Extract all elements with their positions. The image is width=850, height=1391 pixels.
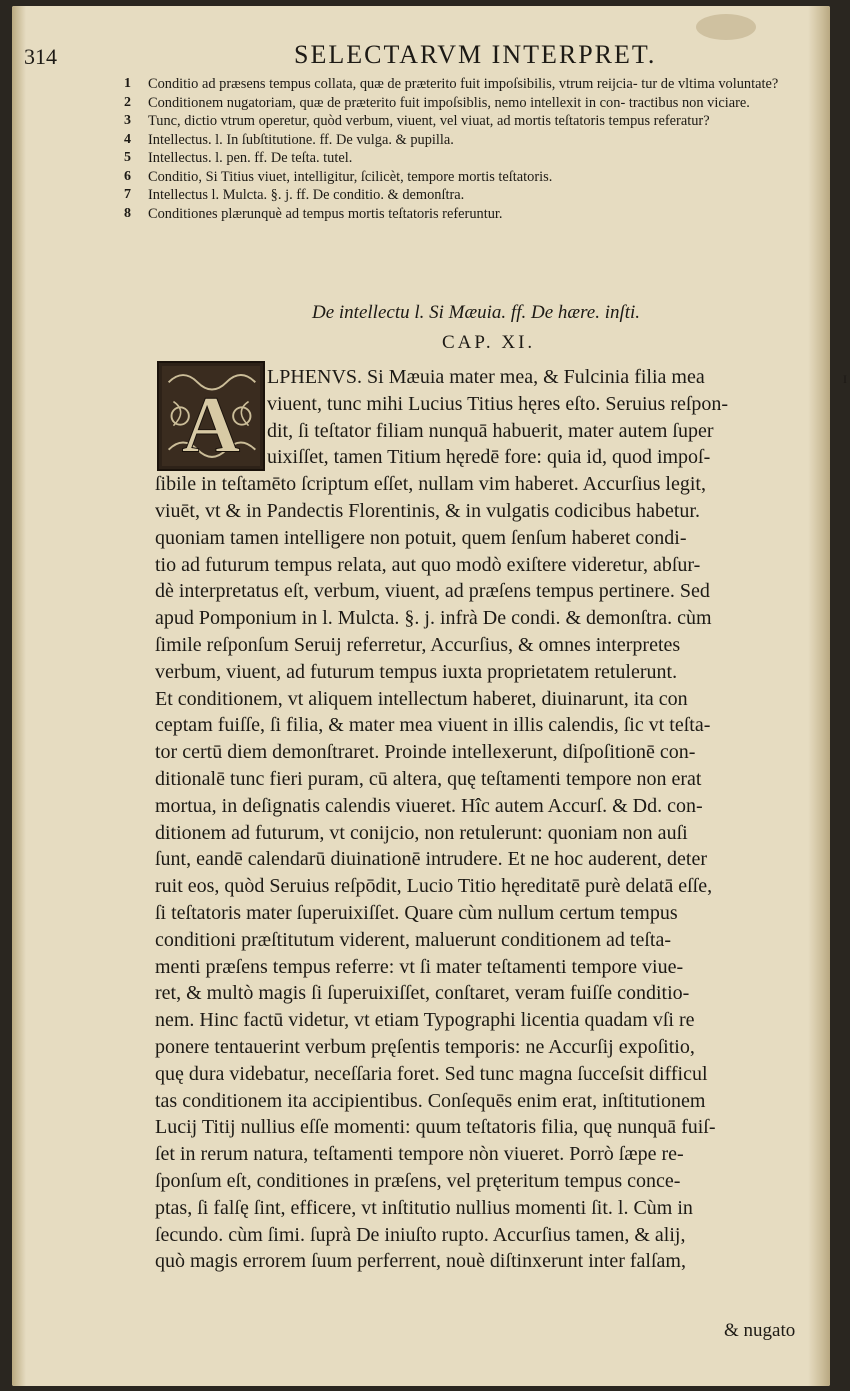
text-line: ſi teſtatoris mater ſuperuixiſſet. Quare cùm nullum certum tempus [155, 901, 678, 924]
text-line: ſecundo. cùm ſimi. ſuprà De iniuſto rupto. Accurſius tamen, & alij, [155, 1223, 686, 1246]
summary-item [124, 205, 828, 223]
text-line: dit, ſi teſtator filiam nunquā habuerit, mater autem ſuper [267, 419, 714, 442]
text-line: tor certū diem demonſtraret. Proinde intellexerunt, diſpoſitionē con- [155, 741, 696, 764]
summary-number: 6 [124, 168, 131, 184]
text-line: ſet in rerum natura, teſtamenti tempore nòn viueret. Porrò ſæpe re- [155, 1143, 684, 1166]
summary-text: Tunc, dictio vtrum operetur, quòd verbum, viuent, vel viuat, ad mortis teſtatoris tempus referatur? [148, 113, 710, 129]
text-line: ſponſum eſt, conditiones in præſens, vel pręteritum tempus conce- [155, 1169, 681, 1192]
catchword: & nugato [724, 1320, 796, 1341]
text-line: ſunt, eandē calendarū diuinationē intrudere. Et ne hoc auderent, deter [155, 848, 707, 871]
text-line: Et conditionem, vt aliquem intellectum haberet, diuinarunt, ita con [155, 687, 688, 710]
summary-item [124, 76, 828, 93]
book-page [12, 6, 830, 1386]
text-line: uixiſſet, tamen Titium hęredē fore: quia id, quod impoſ- [267, 446, 711, 469]
summary-number: 5 [124, 150, 131, 165]
summary-item [124, 187, 828, 204]
text-line: viuēt, vt & in Pandectis Florentinis, & in vulgatis codicibus habetur. [155, 499, 700, 522]
text-line: verbum, viuent, ad futurum tempus iuxta proprietatem retulerunt. [155, 660, 678, 683]
summary-text: Conditionem nugatoriam, quæ de præterito fuit impoſsiblis, nemo intellexit in con- tractibus non viciare. [148, 94, 750, 111]
text-line: ruit eos, quòd Seruius reſpōdit, Lucio Titio hęreditatē purè delatā eſſe, [155, 875, 713, 898]
summary-item [124, 94, 828, 112]
summary-text: Intellectus l. Mulcta. §. j. ff. De conditio. & demonſtra. [148, 187, 465, 203]
text-line: viuent, tunc mihi Lucius Titius hęres eſto. Seruius reſpon- [267, 392, 729, 415]
summary-item [124, 168, 828, 186]
chapter-summary-list [124, 76, 828, 224]
chapter-title: De intellectu l. Si Mæuia. ff. De hære. inſti. [312, 302, 641, 323]
text-line: quò magis errorem ſuum perferrent, nouè diſtinxerunt inter falſam, [155, 1250, 686, 1273]
chapter-number: CAP. XI. [442, 332, 536, 353]
text-line: LPHENVS. Si Mæuia mater mea, & Fulcinia filia mea [267, 366, 705, 388]
text-line: ſimile reſponſum Seruij referretur, Accurſius, & omnes interpretes [155, 633, 681, 656]
summary-number: 1 [124, 76, 131, 91]
text-line: quę dura videbatur, neceſſaria foret. Sed tunc magna ſucceſsit difficul [155, 1062, 708, 1085]
text-line: ditionalē tunc fieri puram, cū altera, quę teſtamenti tempore non erat [155, 767, 702, 790]
body-text [155, 364, 827, 1275]
text-line: ponere tentauerint verbum pręſentis temporis: ne Accurſij expoſitio, [155, 1035, 695, 1058]
text-line: ditionem ad futurum, vt conijcio, non retulerunt: quoniam non auſi [155, 821, 688, 844]
summary-item [124, 150, 828, 167]
summary-number: 7 [124, 187, 131, 202]
text-line: ceptam fuiſſe, ſi filia, & mater mea viuent in illis calendis, ſic vt teſta- [155, 714, 711, 737]
text-line: mortua, in deſignatis calendis viueret. Hîc autem Accurſ. & Dd. con- [155, 794, 703, 817]
text-line: ret, & multò magis ſi ſuperuixiſſet, conſtaret, veram fuiſſe conditio- [155, 982, 690, 1005]
text-line: Lucij Titij nullius eſſe momenti: quum teſtatoris filia, quę nunquā fuiſ- [155, 1116, 716, 1139]
summary-text: Intellectus. l. pen. ff. De teſta. tutel. [148, 150, 353, 166]
summary-text: Conditiones plærunquè ad tempus mortis teſtatoris referuntur. [148, 205, 503, 222]
margin-mark: I [843, 372, 847, 386]
text-line: menti præſens tempus referre: vt ſi mater teſtamenti tempore viue- [155, 955, 684, 978]
text-line: conditioni præſtitutum viderent, maluerunt conditionem ad teſta- [155, 928, 671, 951]
page-binding-shadow [12, 6, 26, 1386]
text-line: quoniam tamen intelligere non potuit, quem ſenſum haberet condi- [155, 526, 687, 549]
text-line: ptas, ſi falſę ſint, efficere, vt inſtitutio nullius momenti ſit. l. Cùm in [155, 1196, 693, 1219]
text-line: ſibile in teſtamēto ſcriptum eſſet, nullam vim haberet. Accurſius legit, [155, 473, 706, 496]
summary-text: Intellectus. l. In ſubſtitutione. ff. De vulga. & pupilla. [148, 131, 454, 148]
summary-number: 2 [124, 94, 131, 110]
text-line: dè interpretatus eſt, verbum, viuent, ad præſens tempus pertinere. Sed [155, 580, 710, 603]
text-line: nem. Hinc factū videtur, vt etiam Typographi licentia quadam vſi re [155, 1009, 695, 1032]
summary-number: 3 [124, 113, 131, 128]
running-title: SELECTARVM INTERPRET. [294, 40, 657, 69]
page-header [24, 36, 824, 76]
summary-item [124, 113, 828, 130]
summary-text: Conditio ad præsens tempus collata, quæ de præterito fuit impoſsibilis, vtrum reijcia- tur de vltima voluntate? [148, 76, 779, 92]
page-number: 314 [24, 44, 57, 69]
summary-item [124, 131, 828, 149]
initial-glyph: A [181, 380, 241, 469]
summary-text: Conditio, Si Titius viuet, intelligitur, ſcilicèt, tempore mortis teſtatoris. [148, 168, 553, 185]
text-line: tio ad futurum tempus relata, aut quo modò exiſtere videretur, abſur- [155, 553, 701, 576]
text-line: tas conditionem ita accipientibus. Conſequēs enim erat, inſtitutionem [155, 1089, 706, 1112]
summary-number: 4 [124, 131, 131, 147]
summary-number: 8 [124, 205, 131, 221]
text-line: apud Pomponium in l. Mulcta. §. j. infrà De condi. & demonſtra. cùm [155, 607, 712, 630]
